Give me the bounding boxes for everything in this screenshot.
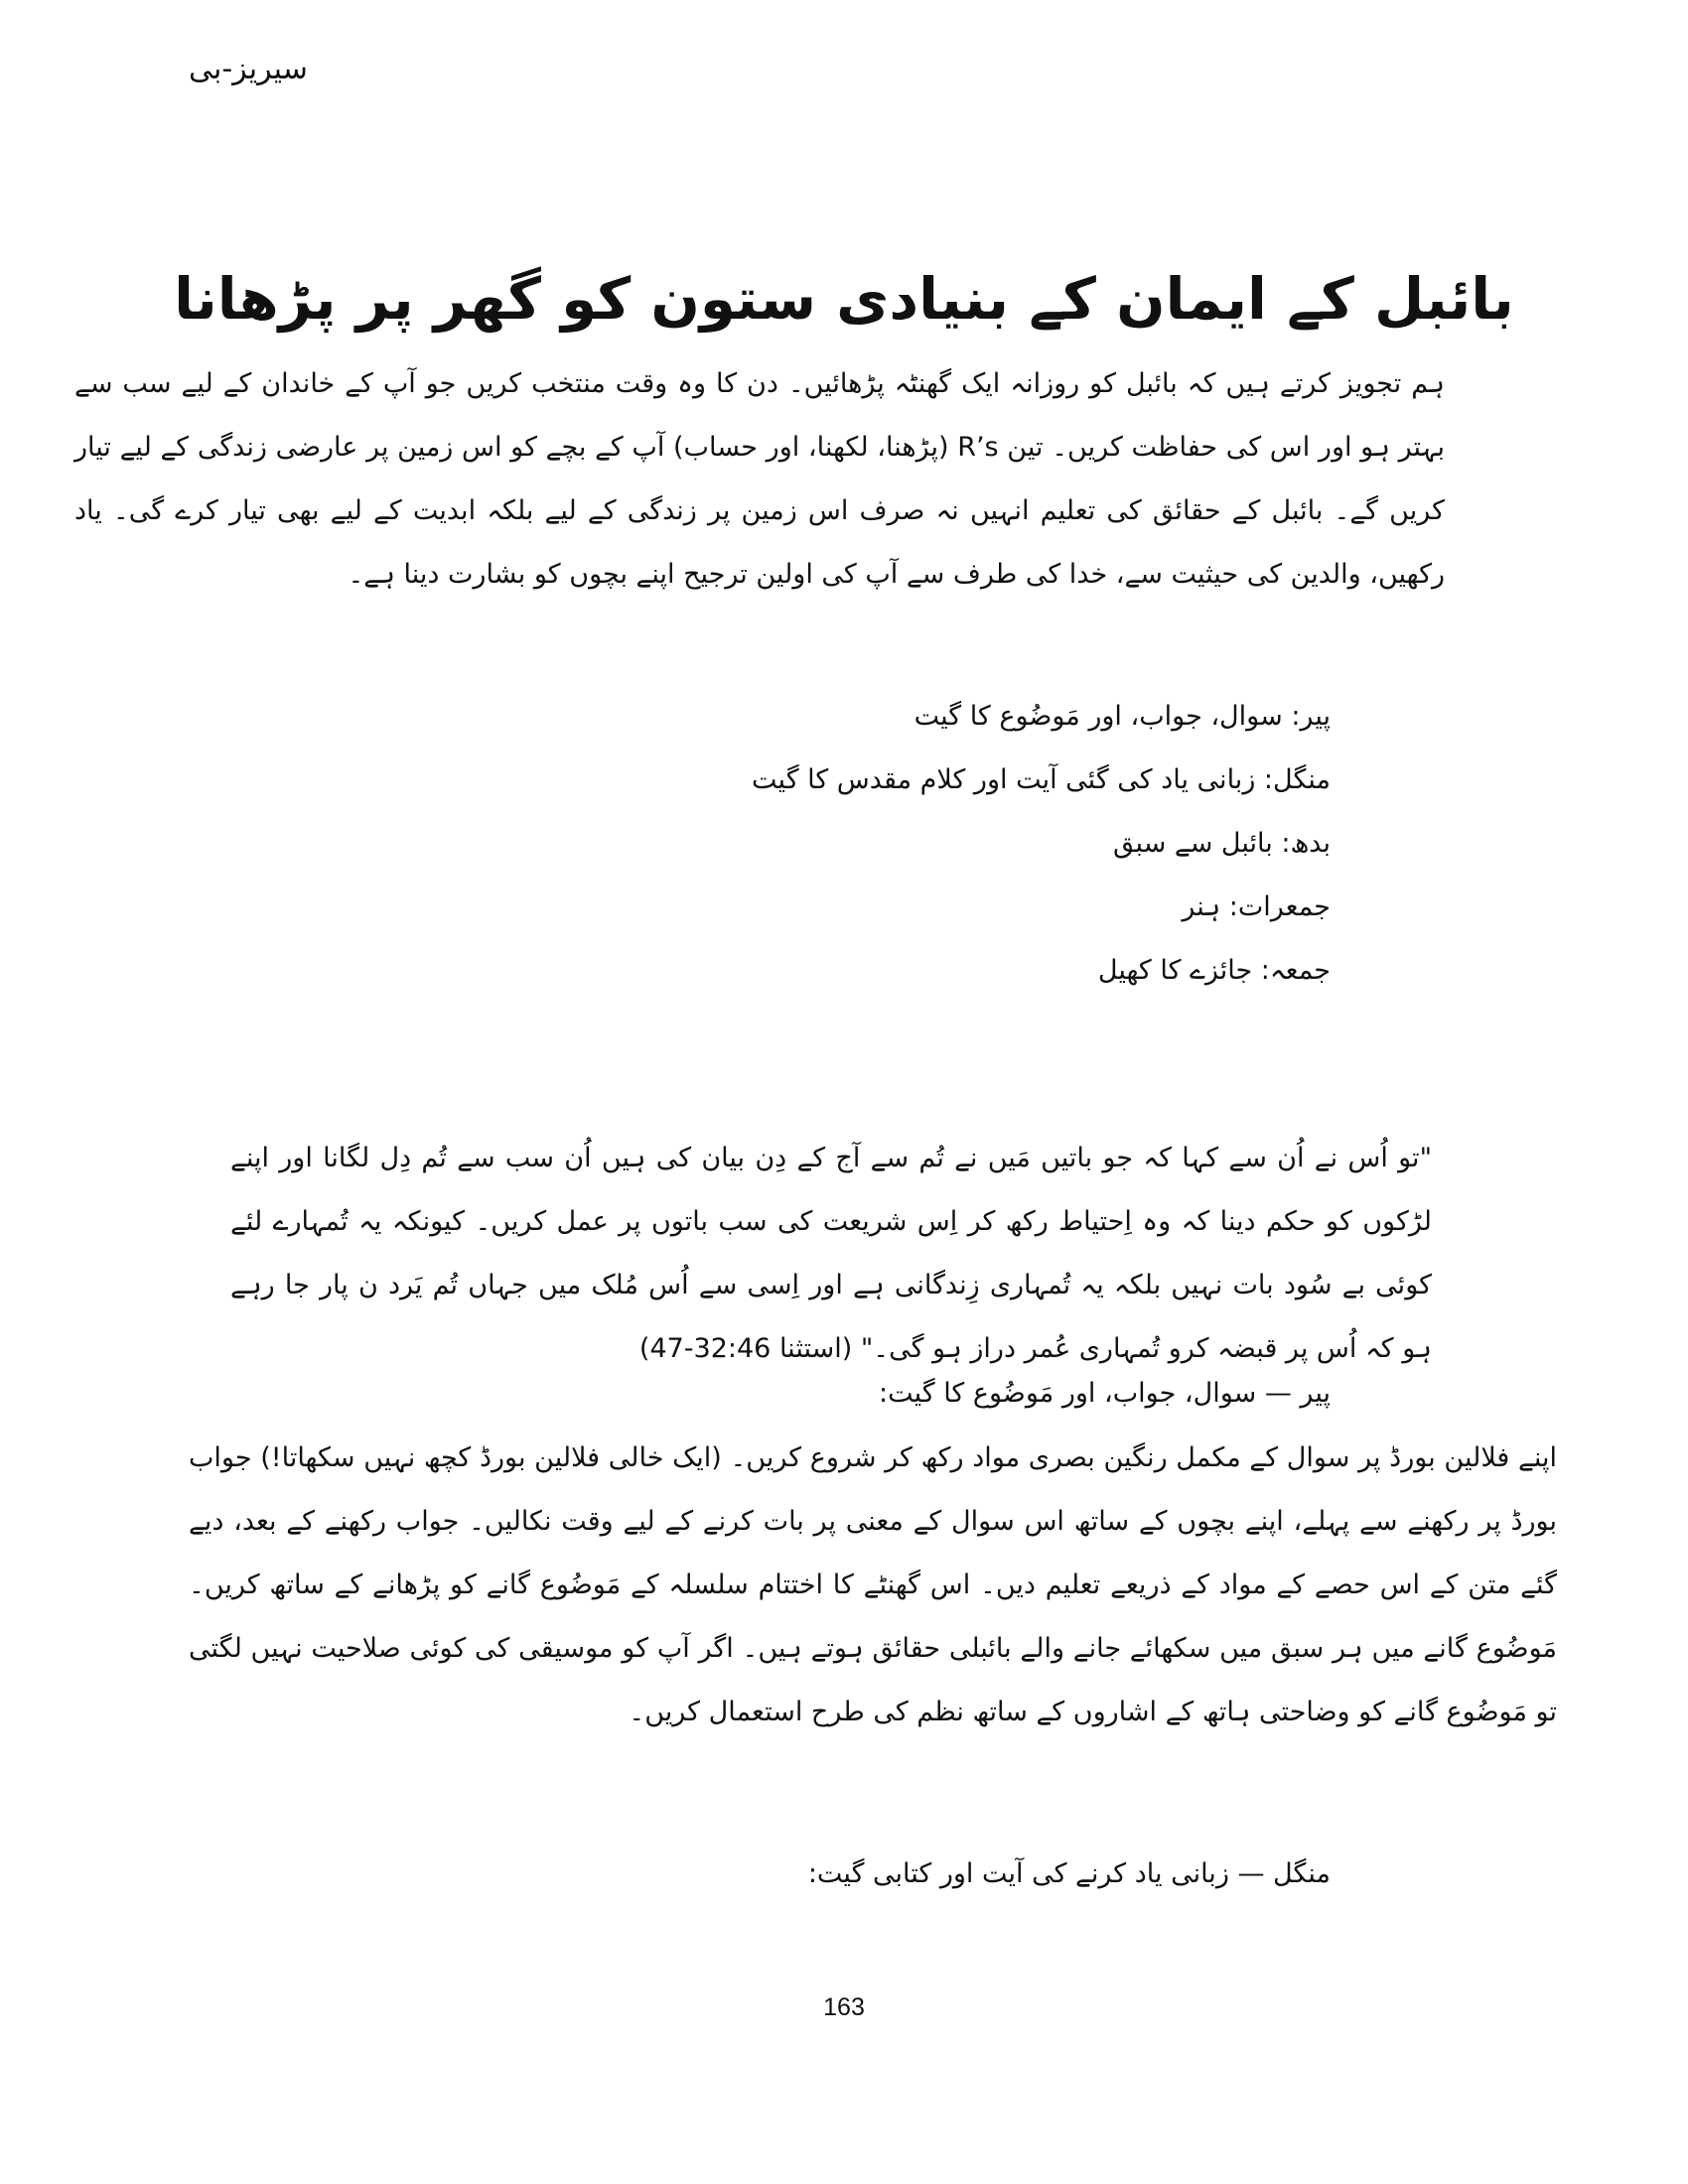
schedule-friday: جمعہ: جائزے کا کھیل [1097,955,1331,986]
weekly-schedule [437,685,1331,1003]
monday-body: اپنے فلالین بورڈ پر سوال کے مکمل رنگین بصری مواد رکھ کر شروع کریں۔ (ایک خالی فلالین بورڈ کچھ نہیں سکھاتا!) جواب بورڈ پر رکھنے سے پہلے، اپنے بچوں کے ساتھ اس سوال کے معنی پر بات کرنے کے لیے وقت نکالیں۔ جواب رکھنے کے بعد، دیے گئے متن کے اس حصے کے مواد کے ذریعے تعلیم دیں۔ اس گھنٹے کا اختتام سلسلہ کے مَوضُوع گانے کو پڑھانے کے ساتھ کریں۔ مَوضُوع گانے میں ہر سبق میں سکھائے جانے والے بائبلی حقائق ہوتے ہیں۔ اگر آپ کو موسیقی کی کوئی صلاحیت نہیں لگتی تو مَوضُوع گانے کو وضاحتی ہاتھ کے اشاروں کے ساتھ نظم کی طرح استعمال کریں۔ [189,1442,1557,1727]
schedule-wednesday: بدھ: بائبل سے سبق [1113,828,1331,859]
series-label: سیریز-بی [189,52,308,86]
intro-paragraph: ہم تجویز کرتے ہیں کہ بائبل کو روزانہ ایک گھنٹہ پڑھائیں۔ دن کا وہ وقت منتخب کریں جو آپ کے خاندان کے لیے سب سے بہتر ہو اور اس کی حفاظت کریں۔ تین R’s (پڑھنا، لکھنا، اور حساب) آپ کے بچے کو اس زمین پر عارضی زندگی کے لیے تیار کریں گے۔ بائبل کے حقائق کی تعلیم انہیں نہ صرف اس زمین پر زندگی کے لیے بلکہ ابدیت کے لیے بھی تیار کرے گی۔ یاد رکھیں، والدین کی حیثیت سے، خدا کی طرف سے آپ کی اولین ترجیح اپنے بچوں کو بشارت دینا ہے۔ [74,368,1446,590]
scripture-quote: "تو اُس نے اُن سے کہا کہ جو باتیں مَیں نے تُم سے آج کے دِن بیان کی ہیں اُن سب سے تُم دِل لگانا اور اپنے لڑکوں کو حکم دینا کہ وہ اِحتیاط رکھ کر اِس شریعت کی سب باتوں پر عمل کریں۔ کیونکہ یہ تُمہارے لئے کوئی بے سُود بات نہیں بلکہ یہ تُمہاری زِندگانی ہے اور اِسی سے اُس مُلک میں جہاں تُم یَرد ن پار جا رہے ہو کہ اُس پر قبضہ کرو تُمہاری عُمر دراز ہو گی۔" (استثنا 32:46-47) [230,1143,1432,1364]
monday-heading: پیر — سوال، جواب، اور مَوضُوع کا گیت: [879,1378,1331,1409]
tuesday-heading: منگل — زبانی یاد کرنے کی آیت اور کتابی گیت: [807,1858,1331,1889]
page-title: بائبل کے ایمان کے بنیادی ستون کو گھر پر پڑھانا [174,264,1514,333]
schedule-thursday: جمعرات: ہنر [1182,891,1331,922]
schedule-monday: پیر: سوال، جواب، اور مَوضُوع کا گیت [914,701,1331,732]
schedule-tuesday: منگل: زبانی یاد کی گئی آیت اور کلام مقدس کا گیت [752,764,1331,795]
page-number: 163 [823,1993,865,2021]
